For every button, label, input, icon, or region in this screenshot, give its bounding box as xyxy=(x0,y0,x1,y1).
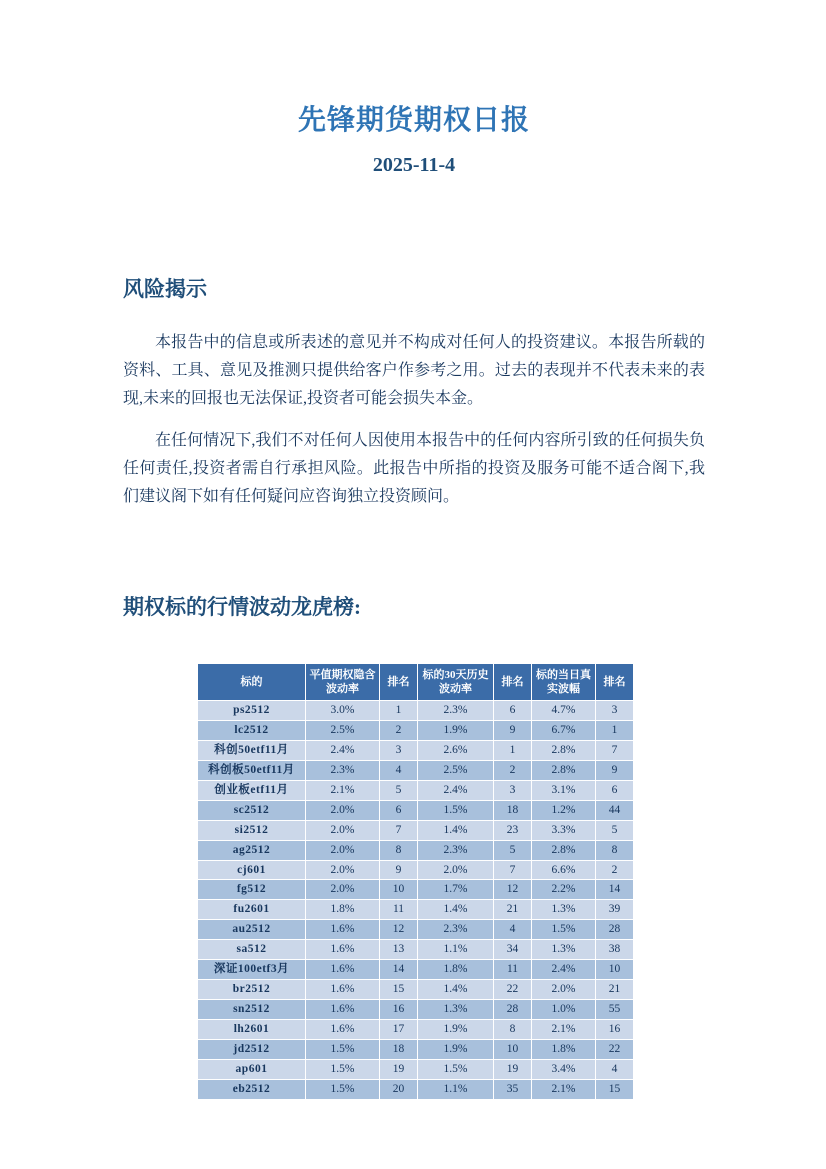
value-cell: 2.3% xyxy=(306,760,380,780)
value-cell: 12 xyxy=(494,880,532,900)
value-cell: 2.3% xyxy=(418,920,494,940)
value-cell: 15 xyxy=(380,980,418,1000)
table-row xyxy=(198,900,634,920)
value-cell: 1 xyxy=(596,720,634,740)
table-row xyxy=(198,720,634,740)
header-row xyxy=(198,664,634,701)
table-row xyxy=(198,1079,634,1099)
value-cell: 23 xyxy=(494,820,532,840)
table-row xyxy=(198,1039,634,1059)
value-cell: 2.1% xyxy=(306,780,380,800)
table-row xyxy=(198,980,634,1000)
underlying-cell: lh2601 xyxy=(198,1020,306,1040)
value-cell: 38 xyxy=(596,940,634,960)
underlying-cell: sa512 xyxy=(198,940,306,960)
value-cell: 1.3% xyxy=(532,940,596,960)
value-cell: 7 xyxy=(380,820,418,840)
page-title: 先锋期货期权日报 xyxy=(297,105,530,136)
value-cell: 6.6% xyxy=(532,860,596,880)
table-row xyxy=(198,880,634,900)
value-cell: 1.5% xyxy=(306,1059,380,1079)
column-header: 排名 xyxy=(596,664,634,701)
value-cell: 2.0% xyxy=(306,860,380,880)
value-cell: 8 xyxy=(380,840,418,860)
value-cell: 9 xyxy=(596,760,634,780)
leaderboard-heading: 期权标的行情波动龙虎榜: xyxy=(123,595,361,619)
value-cell: 1.5% xyxy=(418,800,494,820)
table-row xyxy=(198,760,634,780)
value-cell: 21 xyxy=(494,900,532,920)
table-row xyxy=(198,820,634,840)
value-cell: 1.6% xyxy=(306,960,380,980)
value-cell: 19 xyxy=(380,1059,418,1079)
underlying-cell: ps2512 xyxy=(198,701,306,721)
value-cell: 1.5% xyxy=(306,1079,380,1099)
table-row xyxy=(198,840,634,860)
value-cell: 11 xyxy=(380,900,418,920)
column-header: 平值期权隐含波动率 xyxy=(306,664,380,701)
value-cell: 2.4% xyxy=(532,960,596,980)
value-cell: 17 xyxy=(380,1020,418,1040)
value-cell: 13 xyxy=(380,940,418,960)
value-cell: 8 xyxy=(596,840,634,860)
value-cell: 35 xyxy=(494,1079,532,1099)
value-cell: 21 xyxy=(596,980,634,1000)
value-cell: 2.2% xyxy=(532,880,596,900)
value-cell: 4 xyxy=(596,1059,634,1079)
value-cell: 16 xyxy=(596,1020,634,1040)
value-cell: 14 xyxy=(596,880,634,900)
value-cell: 1.9% xyxy=(418,1020,494,1040)
column-header: 标的30天历史波动率 xyxy=(418,664,494,701)
underlying-cell: sc2512 xyxy=(198,800,306,820)
table-row xyxy=(198,740,634,760)
value-cell: 1.3% xyxy=(532,900,596,920)
value-cell: 39 xyxy=(596,900,634,920)
value-cell: 3 xyxy=(494,780,532,800)
value-cell: 15 xyxy=(596,1079,634,1099)
underlying-cell: eb2512 xyxy=(198,1079,306,1099)
underlying-cell: 深证100etf3月 xyxy=(198,960,306,980)
value-cell: 16 xyxy=(380,1000,418,1020)
column-header: 标的 xyxy=(198,664,306,701)
value-cell: 1.4% xyxy=(418,980,494,1000)
value-cell: 20 xyxy=(380,1079,418,1099)
risk-paragraph-1: 本报告中的信息或所表述的意见并不构成对任何人的投资建议。本报告所载的资料、工具、意见及推测只提供给客户作参考之用。过去的表现并不代表未来的表现,未来的回报也无法保证,投资者可能会损失本金。 xyxy=(123,334,705,407)
value-cell: 7 xyxy=(596,740,634,760)
value-cell: 11 xyxy=(494,960,532,980)
underlying-cell: ag2512 xyxy=(198,840,306,860)
underlying-cell: ap601 xyxy=(198,1059,306,1079)
value-cell: 18 xyxy=(494,800,532,820)
column-header: 排名 xyxy=(494,664,532,701)
value-cell: 2.3% xyxy=(418,701,494,721)
value-cell: 5 xyxy=(596,820,634,840)
value-cell: 1 xyxy=(494,740,532,760)
value-cell: 2.1% xyxy=(532,1079,596,1099)
value-cell: 2.0% xyxy=(418,860,494,880)
value-cell: 1.4% xyxy=(418,900,494,920)
value-cell: 4.7% xyxy=(532,701,596,721)
value-cell: 1.5% xyxy=(532,920,596,940)
value-cell: 1.6% xyxy=(306,980,380,1000)
report-date: 2025-11-4 xyxy=(372,154,456,176)
value-cell: 1 xyxy=(380,701,418,721)
value-cell: 10 xyxy=(596,960,634,980)
value-cell: 1.6% xyxy=(306,920,380,940)
value-cell: 1.3% xyxy=(418,1000,494,1020)
table-row xyxy=(198,940,634,960)
value-cell: 2.0% xyxy=(306,820,380,840)
value-cell: 9 xyxy=(494,720,532,740)
value-cell: 12 xyxy=(380,920,418,940)
value-cell: 3 xyxy=(380,740,418,760)
underlying-cell: 创业板etf11月 xyxy=(198,780,306,800)
value-cell: 1.6% xyxy=(306,1000,380,1020)
value-cell: 34 xyxy=(494,940,532,960)
value-cell: 7 xyxy=(494,860,532,880)
value-cell: 1.8% xyxy=(532,1039,596,1059)
value-cell: 8 xyxy=(494,1020,532,1040)
value-cell: 6.7% xyxy=(532,720,596,740)
risk-disclosure-heading: 风险揭示 xyxy=(123,277,207,301)
value-cell: 2.3% xyxy=(418,840,494,860)
underlying-cell: fg512 xyxy=(198,880,306,900)
underlying-cell: si2512 xyxy=(198,820,306,840)
table-row xyxy=(198,920,634,940)
value-cell: 5 xyxy=(494,840,532,860)
table-row xyxy=(198,1000,634,1020)
value-cell: 1.9% xyxy=(418,720,494,740)
table-row xyxy=(198,960,634,980)
underlying-cell: sn2512 xyxy=(198,1000,306,1020)
value-cell: 1.0% xyxy=(532,1000,596,1020)
value-cell: 1.4% xyxy=(418,820,494,840)
value-cell: 2 xyxy=(596,860,634,880)
value-cell: 1.5% xyxy=(306,1039,380,1059)
value-cell: 28 xyxy=(596,920,634,940)
value-cell: 2.0% xyxy=(532,980,596,1000)
value-cell: 2 xyxy=(380,720,418,740)
underlying-cell: au2512 xyxy=(198,920,306,940)
value-cell: 4 xyxy=(494,920,532,940)
value-cell: 22 xyxy=(494,980,532,1000)
value-cell: 14 xyxy=(380,960,418,980)
table-row xyxy=(198,780,634,800)
value-cell: 1.6% xyxy=(306,940,380,960)
value-cell: 28 xyxy=(494,1000,532,1020)
value-cell: 10 xyxy=(380,880,418,900)
value-cell: 2.8% xyxy=(532,840,596,860)
value-cell: 3.4% xyxy=(532,1059,596,1079)
leaderboard-table xyxy=(197,663,634,1100)
underlying-cell: cj601 xyxy=(198,860,306,880)
value-cell: 6 xyxy=(596,780,634,800)
underlying-cell: 科创50etf11月 xyxy=(198,740,306,760)
value-cell: 2.0% xyxy=(306,840,380,860)
value-cell: 5 xyxy=(380,780,418,800)
value-cell: 1.9% xyxy=(418,1039,494,1059)
value-cell: 2.0% xyxy=(306,800,380,820)
value-cell: 2.8% xyxy=(532,740,596,760)
value-cell: 9 xyxy=(380,860,418,880)
value-cell: 3.0% xyxy=(306,701,380,721)
value-cell: 2.8% xyxy=(532,760,596,780)
underlying-cell: jd2512 xyxy=(198,1039,306,1059)
value-cell: 2 xyxy=(494,760,532,780)
value-cell: 3.1% xyxy=(532,780,596,800)
value-cell: 2.5% xyxy=(418,760,494,780)
underlying-cell: fu2601 xyxy=(198,900,306,920)
value-cell: 2.4% xyxy=(306,740,380,760)
value-cell: 4 xyxy=(380,760,418,780)
column-header: 排名 xyxy=(380,664,418,701)
value-cell: 2.1% xyxy=(532,1020,596,1040)
underlying-cell: br2512 xyxy=(198,980,306,1000)
table-row xyxy=(198,1020,634,1040)
value-cell: 3.3% xyxy=(532,820,596,840)
value-cell: 18 xyxy=(380,1039,418,1059)
value-cell: 1.7% xyxy=(418,880,494,900)
table-row xyxy=(198,701,634,721)
column-header: 标的当日真实波幅 xyxy=(532,664,596,701)
value-cell: 22 xyxy=(596,1039,634,1059)
table-row xyxy=(198,1059,634,1079)
table-row xyxy=(198,800,634,820)
value-cell: 2.0% xyxy=(306,880,380,900)
value-cell: 6 xyxy=(380,800,418,820)
underlying-cell: 科创板50etf11月 xyxy=(198,760,306,780)
risk-paragraph-2: 在任何情况下,我们不对任何人因使用本报告中的任何内容所引致的任何损失负任何责任,投资者需自行承担风险。此报告中所指的投资及服务可能不适合阁下,我们建议阁下如有任何疑问应咨询独立投资顾问。 xyxy=(123,432,705,505)
underlying-cell: lc2512 xyxy=(198,720,306,740)
value-cell: 1.5% xyxy=(418,1059,494,1079)
value-cell: 3 xyxy=(596,701,634,721)
leaderboard-table-container xyxy=(123,663,705,1100)
value-cell: 1.1% xyxy=(418,940,494,960)
value-cell: 6 xyxy=(494,701,532,721)
value-cell: 19 xyxy=(494,1059,532,1079)
value-cell: 2.5% xyxy=(306,720,380,740)
value-cell: 2.6% xyxy=(418,740,494,760)
value-cell: 44 xyxy=(596,800,634,820)
value-cell: 2.4% xyxy=(418,780,494,800)
value-cell: 1.2% xyxy=(532,800,596,820)
value-cell: 55 xyxy=(596,1000,634,1020)
value-cell: 1.8% xyxy=(418,960,494,980)
value-cell: 1.1% xyxy=(418,1079,494,1099)
value-cell: 1.8% xyxy=(306,900,380,920)
table-row xyxy=(198,860,634,880)
value-cell: 1.6% xyxy=(306,1020,380,1040)
value-cell: 10 xyxy=(494,1039,532,1059)
